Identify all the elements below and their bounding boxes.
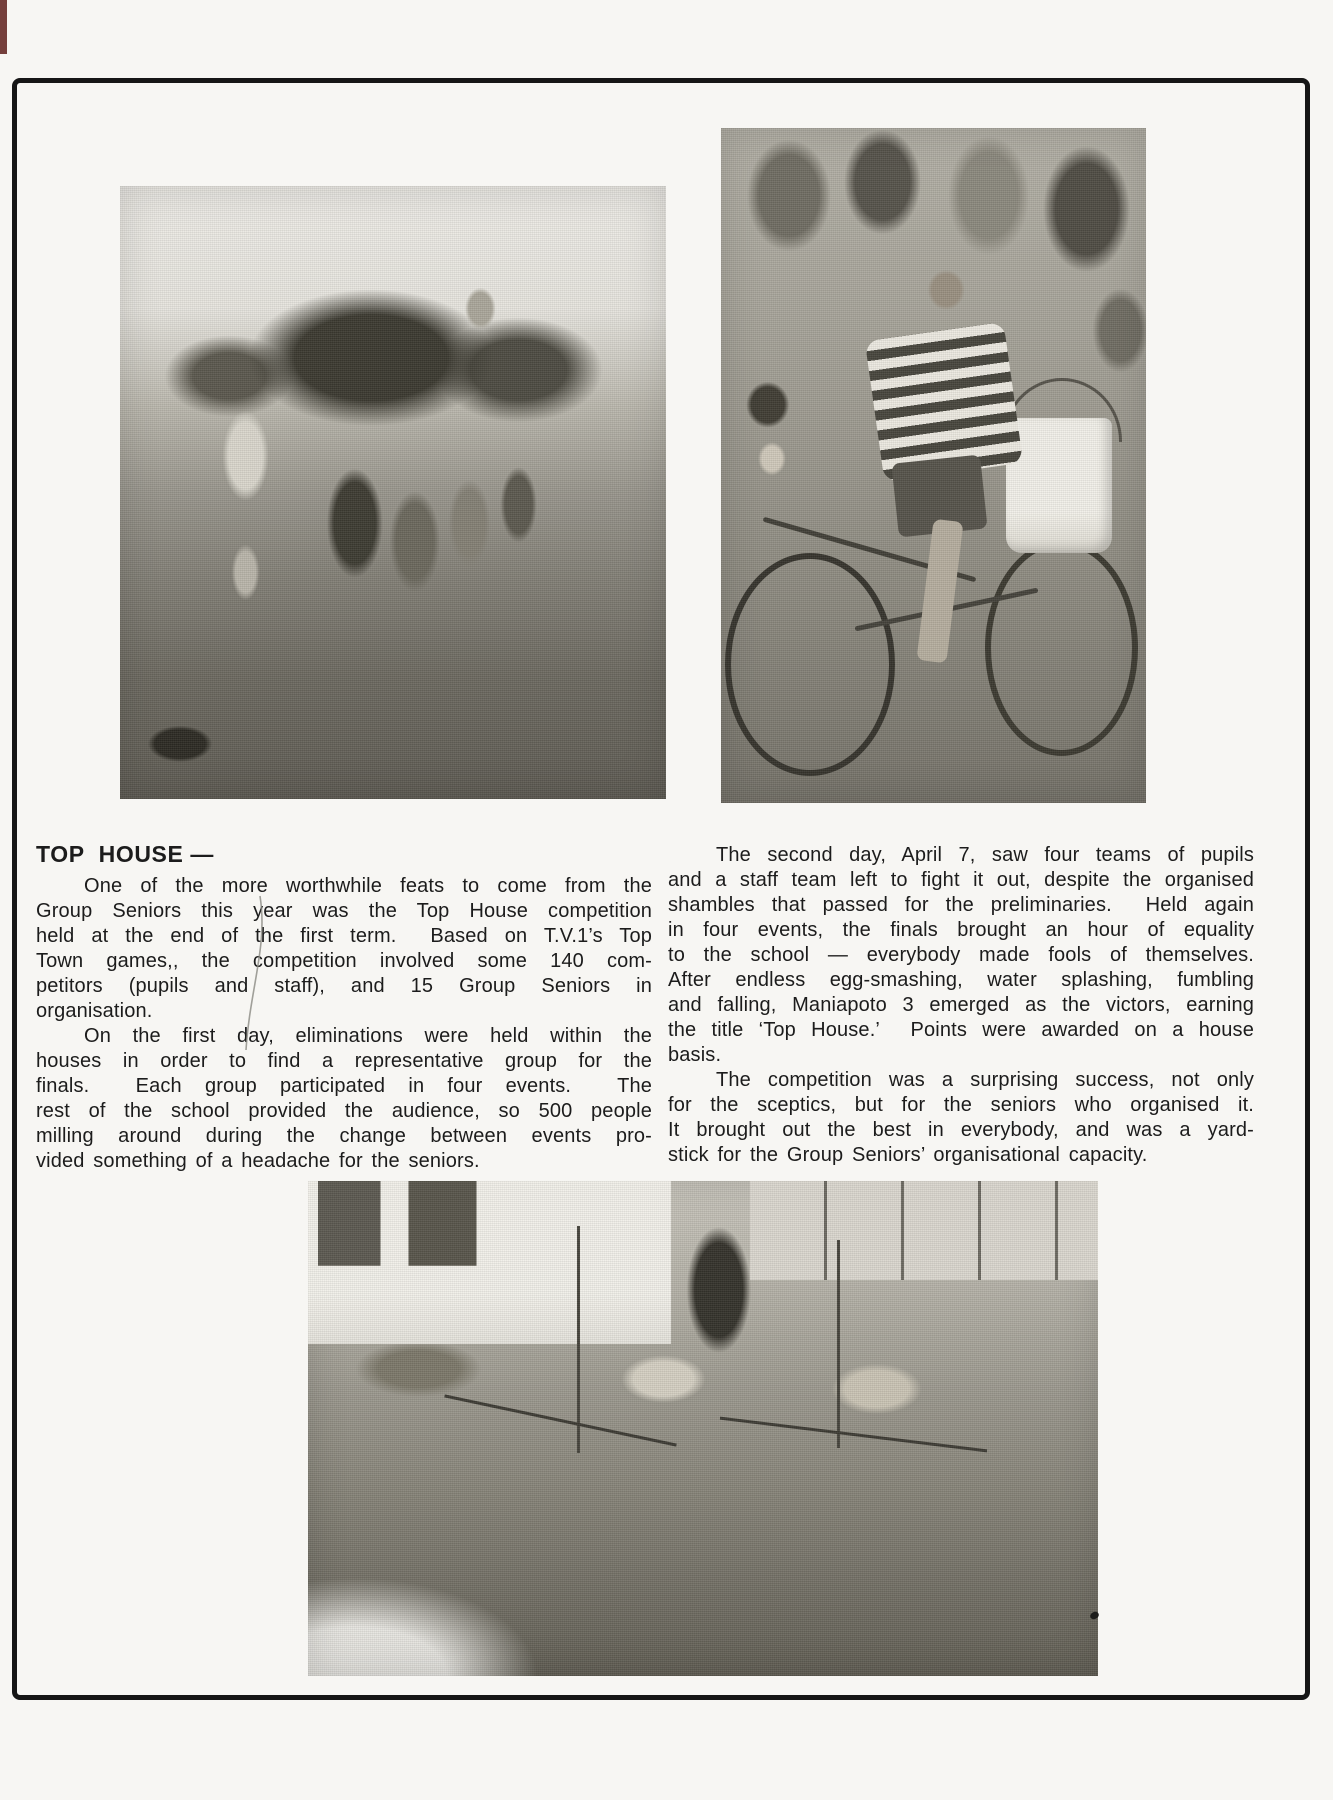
text-line: and falling, Maniapoto 3 emerged as the victors, earning	[668, 994, 1254, 1016]
photo-crowd-on-field	[120, 186, 666, 799]
bicycle-rear-wheel	[725, 553, 895, 776]
text-line: After endless egg-smashing, water splashing, fumbling	[668, 969, 1254, 991]
text-line: vided something of a headache for the seniors.	[36, 1150, 480, 1172]
text-line: On the first day, eliminations were held within the	[84, 1025, 652, 1047]
text-line: finals. Each group participated in four events. The	[36, 1075, 652, 1097]
photo-boy-on-bicycle	[721, 128, 1146, 803]
bucket-handle	[1002, 378, 1123, 442]
text-line: Town games,, the competition involved some 140 com-	[36, 950, 652, 972]
text-line: the title ‘Top House.’ Points were awarded on a house	[668, 1019, 1254, 1041]
hurdle-post	[837, 1240, 840, 1448]
article-heading: TOP HOUSE —	[36, 841, 215, 867]
text-line: for the sceptics, but for the seniors who organised it.	[668, 1094, 1254, 1116]
text-line: basis.	[668, 1044, 722, 1066]
scan-edge-mark	[0, 0, 7, 54]
text-line: The competition was a surprising success, not only	[716, 1069, 1254, 1091]
paragraph	[668, 1068, 1254, 1168]
text-line: stick for the Group Seniors’ organisational capacity.	[668, 1144, 1148, 1166]
text-line: The second day, April 7, saw four teams of pupils	[716, 844, 1254, 866]
text-line: One of the more worthwhile feats to come from the	[84, 875, 652, 897]
text-line: Group Seniors this year was the Top House competition	[36, 900, 652, 922]
rider-leg	[916, 518, 963, 662]
text-line: organisation.	[36, 1000, 153, 1022]
text-line: in four events, the finals brought an hour of equality	[668, 919, 1254, 941]
paragraph	[36, 1024, 652, 1174]
bicycle-front-wheel	[985, 540, 1138, 756]
hurdle-post	[577, 1226, 580, 1454]
paragraph	[668, 843, 1254, 1068]
photo-wheelbarrow-race	[308, 1181, 1098, 1676]
text-line: rest of the school provided the audience, so 500 people	[36, 1100, 652, 1122]
article-column-left	[36, 874, 652, 1174]
text-line: held at the end of the first term. Based on T.V.1’s Top	[36, 925, 652, 947]
school-building	[308, 1181, 671, 1344]
text-line: shambles that passed for the preliminaries. Held again	[668, 894, 1254, 916]
text-line: It brought out the best in everybody, and was a yard-	[668, 1119, 1254, 1141]
text-line: and a staff team left to fight it out, despite the organised	[668, 869, 1254, 891]
hurdle-bar	[720, 1417, 987, 1453]
hurdle-bar	[445, 1394, 677, 1446]
text-line: houses in order to find a representative group for the	[36, 1050, 652, 1072]
text-line: to the school — everybody made fools of themselves.	[668, 944, 1254, 966]
article-column-right	[668, 843, 1254, 1168]
text-line: milling around during the change between events pro-	[36, 1125, 652, 1147]
school-building	[750, 1181, 1098, 1280]
text-line: petitors (pupils and staff), and 15 Group Seniors in	[36, 975, 652, 997]
paragraph	[36, 874, 652, 1024]
